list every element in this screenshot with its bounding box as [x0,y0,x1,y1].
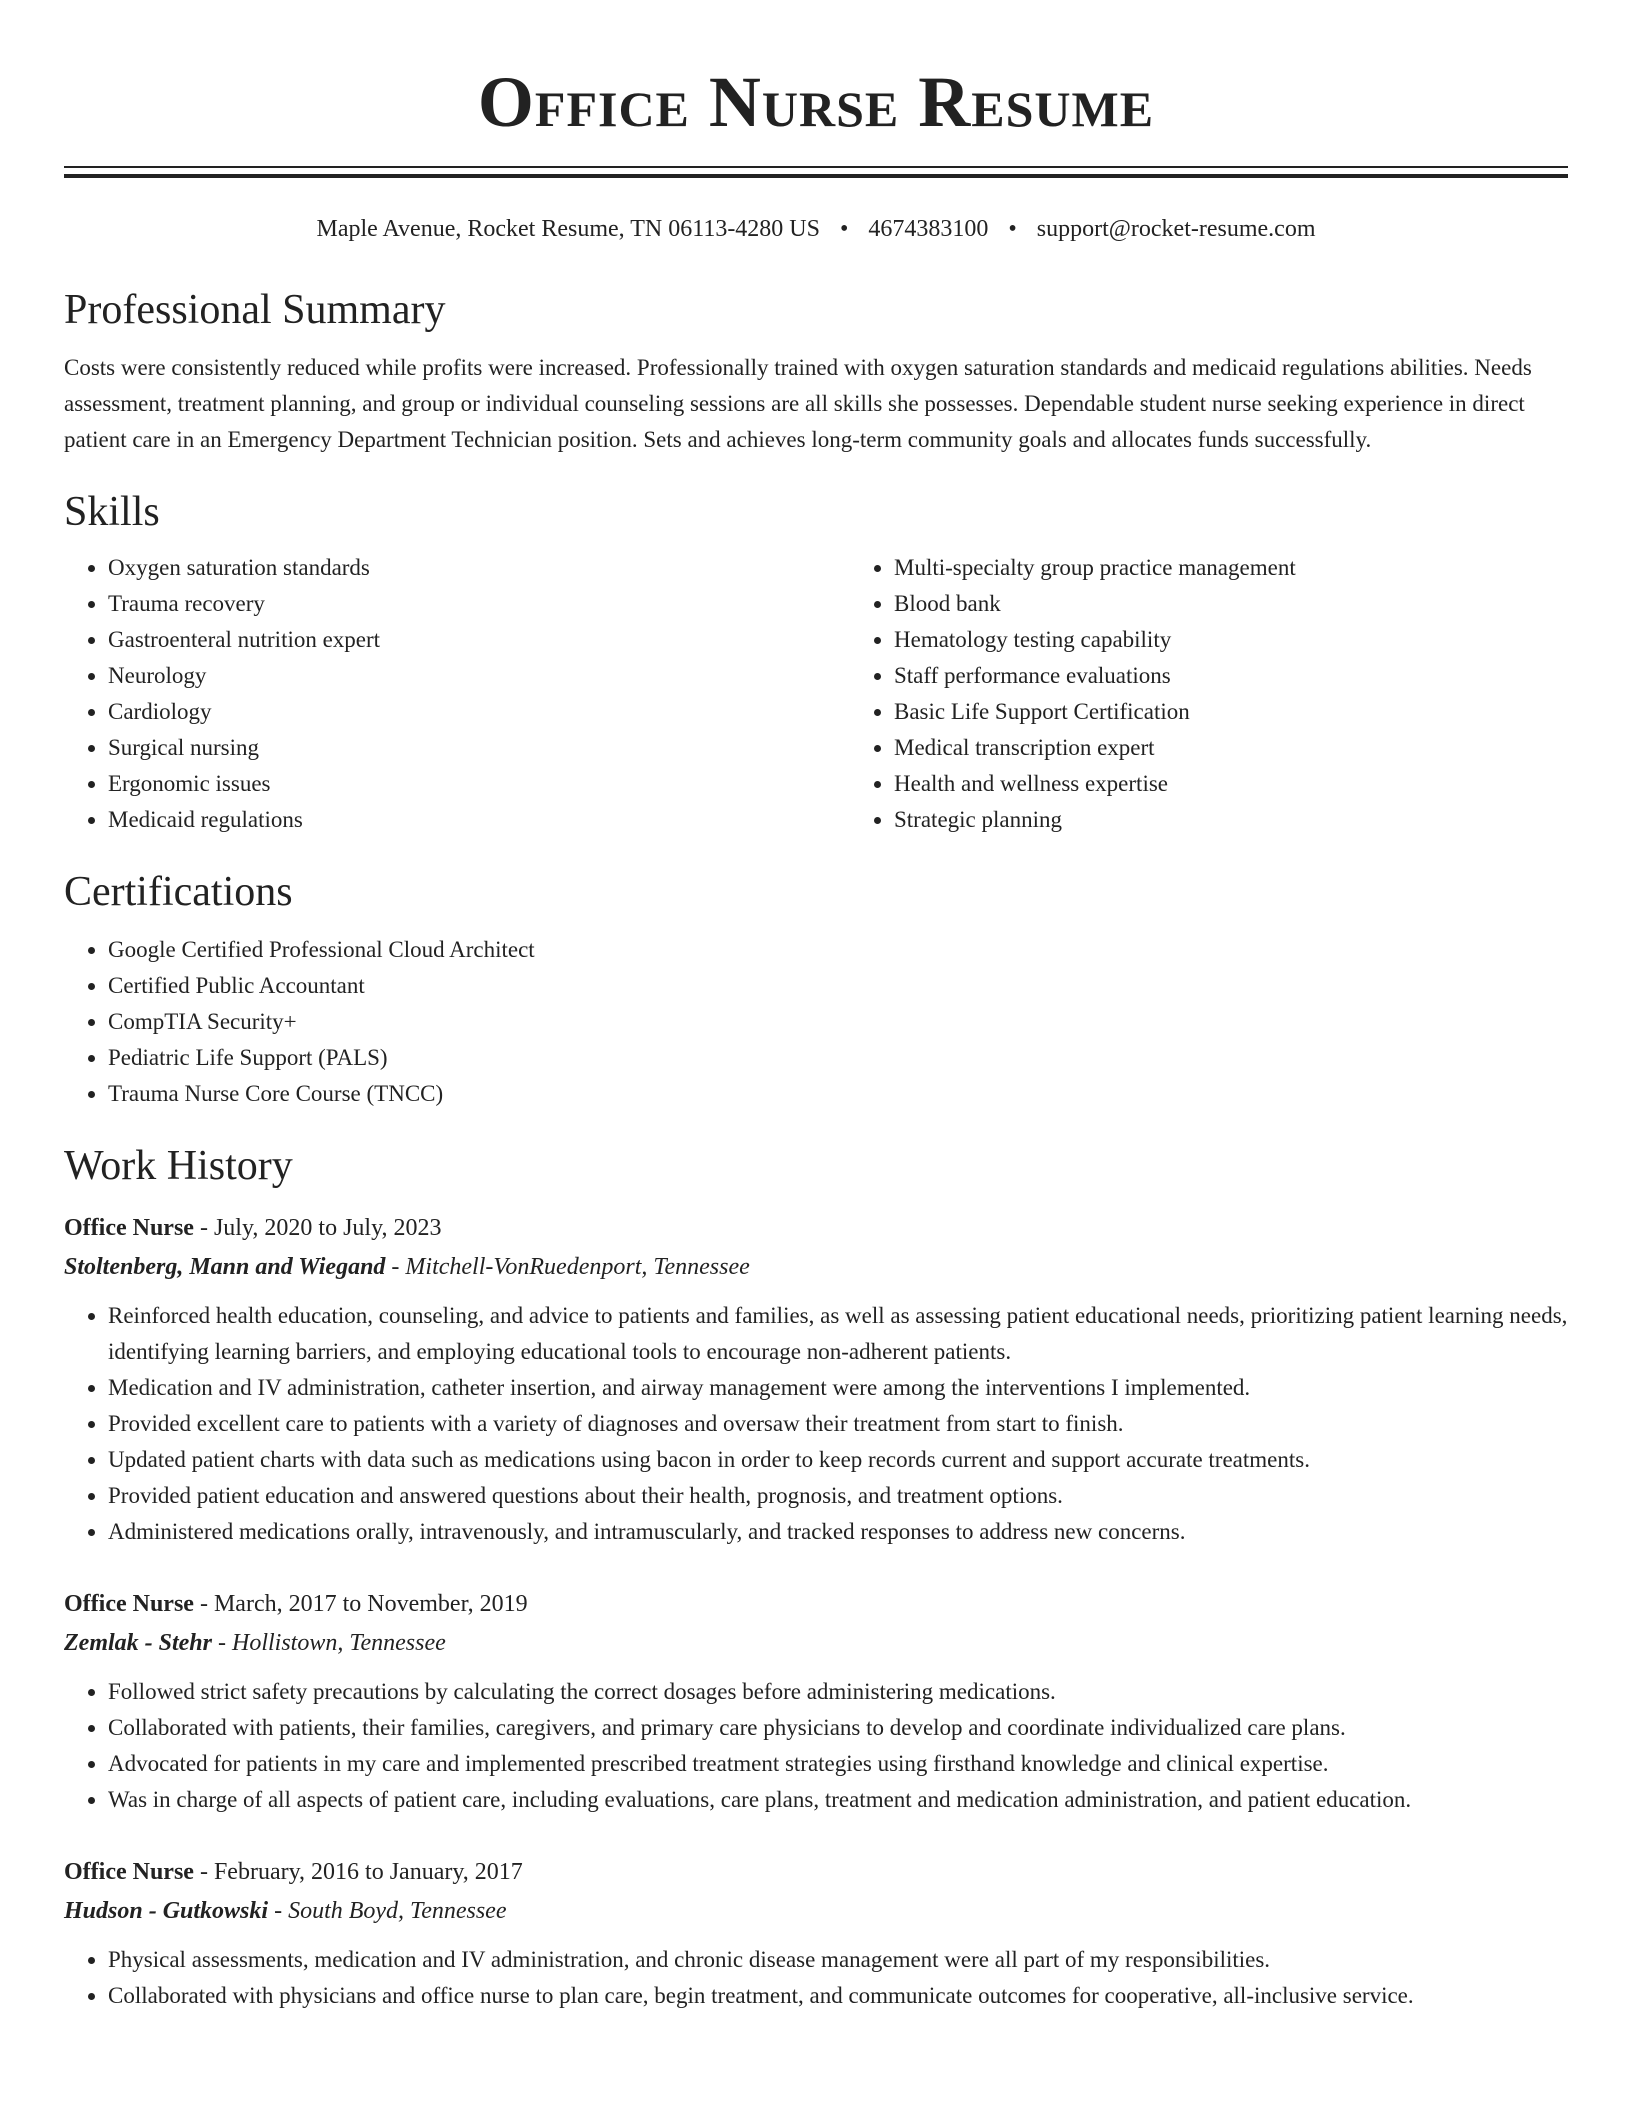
skills-right-list [850,550,1632,838]
certification-item: • Trauma Nurse Core Course (TNCC) [108,1076,1568,1112]
job-employer: Hudson - Gutkowski [64,1898,269,1924]
skill-item: • Ergonomic issues [108,766,850,802]
skill-item: • Gastroenteral nutrition expert [108,622,850,658]
skill-item: • Multi-specialty group practice management [894,550,1632,586]
job-bullet: • Updated patient charts with data such as medications using bacon in order to keep records current and support accurate treatments. [108,1442,1568,1478]
skill-item: • Oxygen saturation standards [108,550,850,586]
job-bullet: • Provided excellent care to patients with a variety of diagnoses and oversaw their treatment from start to finish. [108,1406,1568,1442]
skill-item: • Staff performance evaluations [894,658,1632,694]
job-title-line: Office Nurse - July, 2020 to July, 2023 [64,1215,442,1241]
certification-item: • CompTIA Security+ [108,1004,1568,1040]
job-dates: February, 2016 to January, 2017 [213,1859,523,1885]
job-entry [64,1208,1568,1550]
job-bullet: • Advocated for patients in my care and implemented prescribed treatment strategies using firsthand knowledge and clinical expertise. [108,1746,1568,1782]
contact-email: support@rocket-resume.com [1036,216,1316,242]
certification-item: • Google Certified Professional Cloud Architect [108,932,1568,968]
certifications-list [64,932,1568,1112]
job-dates: July, 2020 to July, 2023 [213,1215,442,1241]
contact-separator: • [1008,216,1017,242]
job-bullet: • Collaborated with patients, their families, caregivers, and primary care physicians to develop and coordinate individualized care plans. [108,1710,1568,1746]
job-location: Hollistown, Tennessee [232,1630,446,1656]
contact-line [64,214,1568,244]
skill-item: • Medicaid regulations [108,802,850,838]
skills-left-list [64,550,850,838]
job-bullet: • Collaborated with physicians and office nurse to plan care, begin treatment, and communicate outcomes for cooperative, all-inclusive service. [108,1978,1568,2014]
job-title: Office Nurse [64,1215,194,1241]
job-bullet: • Was in charge of all aspects of patient care, including evaluations, care plans, treatment and medication administration, and patient education. [108,1782,1568,1818]
skills-columns [64,550,1568,838]
skill-item: • Surgical nursing [108,730,850,766]
job-entry [64,1852,1568,2014]
summary-text: Costs were consistently reduced while profits were increased. Professionally trained with oxygen saturation standards and medicaid regulations abilities. Needs assessment, treatment planning, and group or individual counseling sessions are all skills she possesses. Dependable student nurse seeking experience in direct patient care in an Emergency Department Technician position. Sets and achieves long-term community goals and allocates funds successfully. [64,355,1532,452]
job-title-line: Office Nurse - February, 2016 to January, 2017 [64,1859,523,1885]
job-bullet: • Medication and IV administration, catheter insertion, and airway management were among the interventions I implemented. [108,1370,1568,1406]
page-title: Office Nurse Resume [477,62,1155,142]
job-bullets [64,1942,1568,2014]
skill-item: • Basic Life Support Certification [894,694,1632,730]
job-entry [64,1584,1568,1818]
certifications-heading: Certifications [64,869,293,915]
job-employer: Stoltenberg, Mann and Wiegand [64,1254,386,1280]
job-employer-line: Hudson - Gutkowski - South Boyd, Tennessee [64,1898,507,1924]
contact-separator: • [839,216,849,242]
divider-line-thick [64,174,1568,178]
job-title: Office Nurse [64,1859,194,1885]
title-divider [64,166,1568,178]
job-bullet: • Physical assessments, medication and IV administration, and chronic disease management were all part of my responsibilities. [108,1942,1568,1978]
job-bullets [64,1674,1568,1818]
skill-item: • Cardiology [108,694,850,730]
job-bullets [64,1298,1568,1550]
certification-item: • Pediatric Life Support (PALS) [108,1040,1568,1076]
contact-phone: 4674383100 [868,216,989,242]
skill-item: • Trauma recovery [108,586,850,622]
contact-address: Maple Avenue, Rocket Resume, TN 06113-4280 US [316,216,820,242]
job-location: Mitchell-VonRuedenport, Tennessee [405,1254,750,1280]
job-employer-line: Zemlak - Stehr - Hollistown, Tennessee [64,1630,446,1656]
job-employer-line: Stoltenberg, Mann and Wiegand - Mitchell-VonRuedenport, Tennessee [64,1254,750,1280]
job-dates: March, 2017 to November, 2019 [213,1591,528,1617]
skill-item: • Medical transcription expert [894,730,1632,766]
job-title-line: Office Nurse - March, 2017 to November, 2019 [64,1591,528,1617]
skill-item: • Strategic planning [894,802,1632,838]
summary-heading: Professional Summary [64,287,446,333]
job-location: South Boyd, Tennessee [288,1898,507,1924]
divider-line-thin [64,166,1568,168]
work-history-heading: Work History [64,1143,293,1189]
skill-item: • Hematology testing capability [894,622,1632,658]
skill-item: • Neurology [108,658,850,694]
job-employer: Zemlak - Stehr [64,1630,212,1656]
job-title: Office Nurse [64,1591,194,1617]
skill-item: • Blood bank [894,586,1632,622]
job-bullet: • Followed strict safety precautions by calculating the correct dosages before administering medications. [108,1674,1568,1710]
certification-item: • Certified Public Accountant [108,968,1568,1004]
job-bullet: • Administered medications orally, intravenously, and intramuscularly, and tracked responses to address new concerns. [108,1514,1568,1550]
job-bullet: • Reinforced health education, counseling, and advice to patients and families, as well as assessing patient educational needs, prioritizing patient learning needs, identifying learning barriers, and employing educational tools to encourage non-adherent patients. [108,1298,1568,1370]
skill-item: • Health and wellness expertise [894,766,1632,802]
job-bullet: • Provided patient education and answered questions about their health, prognosis, and treatment options. [108,1478,1568,1514]
skills-heading: Skills [64,489,160,535]
